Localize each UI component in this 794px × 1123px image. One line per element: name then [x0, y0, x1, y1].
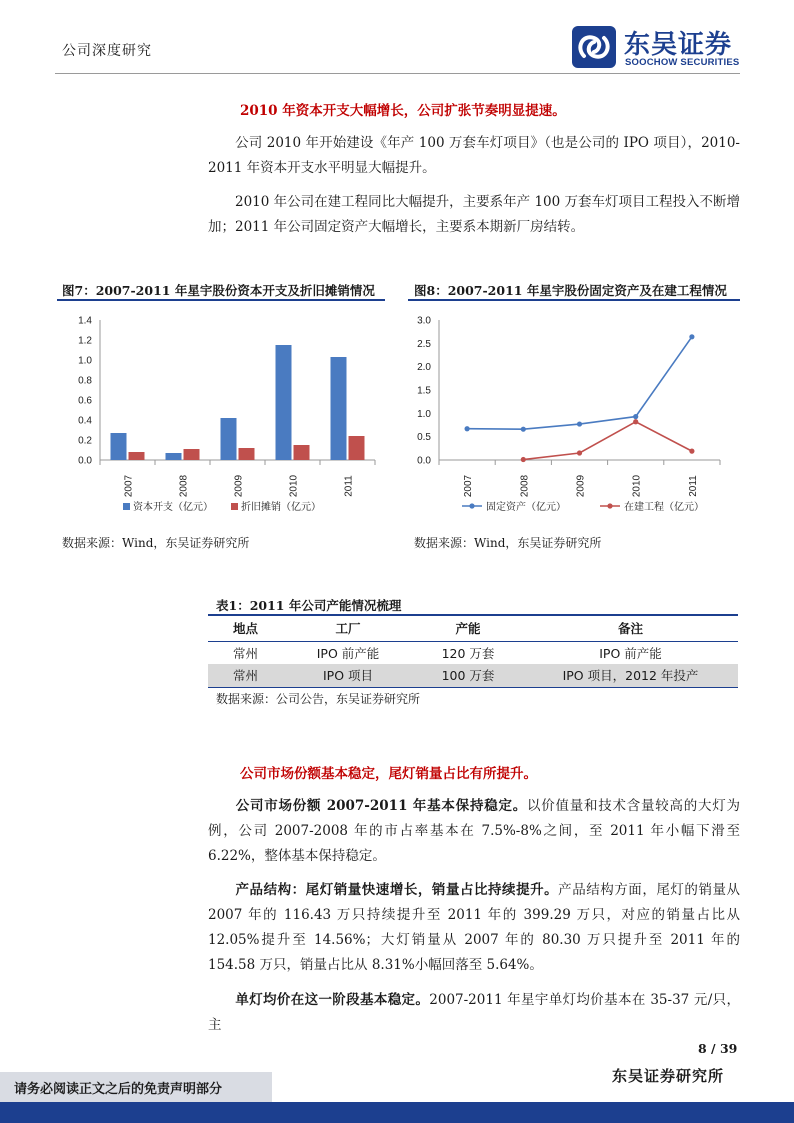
y-tick-label: 0.0 [417, 455, 431, 467]
header-divider [55, 73, 740, 74]
logo-text-cn: 东吴证券 [624, 30, 733, 60]
soochow-logo-icon [570, 24, 618, 70]
y-tick-label: 0.6 [78, 395, 92, 407]
y-tick-label: 1.0 [417, 408, 431, 420]
fixed-assets-point [521, 427, 526, 432]
construction-point [521, 457, 526, 462]
section2-p3-text: 2007-2011 年星宇单灯均价基本在 35-37 元/只，主 [208, 992, 740, 1033]
section2-p2-text: 产品结构方面，尾灯的销量从 2007 年的 116.43 万只持续提升至 2011 年的 399.29 万只，对应的销量占比从 12.05%提升至 14.56%；大灯销量从 2007 年的 80.30 万只提升至 2011 年的 154.58 万只，销量占比从 8.31%小幅回落至 5.64%。 [208, 882, 741, 973]
table-cell: IPO 前产能 [316, 645, 380, 661]
figure8-chart [407, 305, 741, 525]
y-tick-label: 1.0 [78, 355, 92, 367]
y-tick-label: 0.8 [78, 375, 92, 387]
table-cell: IPO 前产能 [599, 645, 662, 661]
section2-p2-lead: 产品结构：尾灯销量快速增长，销量占比持续提升。 [235, 882, 559, 898]
section2-p3-lead: 单灯均价在这一阶段基本稳定。 [235, 992, 430, 1008]
depreciation-bar [294, 445, 310, 460]
x-tick-label: 2008 [178, 474, 190, 498]
section2-p1-lead: 公司市场份额 2007-2011 年基本保持稳定。 [235, 798, 527, 814]
legend-swatch [123, 503, 130, 510]
fixed-assets-point [689, 334, 694, 339]
section2-paragraph-3 [208, 988, 740, 1038]
table-header-cell: 备注 [523, 615, 738, 641]
construction-point [689, 449, 694, 454]
legend-label: 在建工程（亿元） [624, 502, 704, 513]
x-tick-label: 2008 [519, 474, 531, 498]
table-row [208, 641, 738, 664]
capacity-table [208, 614, 738, 688]
header-section-label: 公司深度研究 [62, 43, 152, 59]
figure7-chart [57, 305, 387, 525]
fixed-assets-point [633, 414, 638, 419]
figure7-source: 数据来源：Wind，东吴证券研究所 [62, 536, 250, 550]
legend-label: 资本开支（亿元） [133, 502, 213, 513]
x-tick-label: 2007 [463, 474, 475, 498]
legend-swatch [231, 503, 238, 510]
legend-marker [469, 503, 474, 508]
table-cell: IPO 项目 [283, 664, 413, 687]
x-tick-label: 2009 [575, 474, 587, 498]
construction-point [577, 450, 582, 455]
figure8-source: 数据来源：Wind，东吴证券研究所 [414, 536, 602, 550]
x-tick-label: 2010 [288, 474, 300, 498]
y-tick-label: 2.5 [417, 338, 431, 350]
legend-label: 固定资产（亿元） [486, 502, 566, 513]
table-cell: 常州 [208, 664, 283, 687]
table-header-cell: 产能 [413, 615, 523, 641]
y-tick-label: 1.4 [78, 315, 92, 327]
page-number: 8 / 39 [698, 1041, 738, 1056]
x-tick-label: 2007 [123, 474, 135, 498]
table-cell: 100 万套 [413, 664, 523, 687]
section1-p2-text: 2010 年公司在建工程同比大幅提升，主要系年产 100 万套车灯项目工程投入不断增加；2011 年公司固定资产大幅增长，主要系本期新厂房结转。 [208, 194, 740, 235]
figure7-title: 图7：2007-2011 年星宇股份资本开支及折旧摊销情况 [62, 283, 375, 298]
y-tick-label: 2.0 [417, 362, 431, 374]
capex-bar [221, 418, 237, 460]
fixed-assets-point [465, 426, 470, 431]
fixed-assets-line [467, 337, 692, 429]
x-tick-label: 2011 [687, 475, 699, 497]
table-row [208, 664, 738, 687]
x-tick-label: 2011 [343, 475, 355, 497]
logo-text-en: SOOCHOW SECURITIES [625, 57, 740, 68]
capex-bar [111, 433, 127, 460]
capex-bar [331, 357, 347, 460]
section1-heading: 2010 年资本开支大幅增长，公司扩张节奏明显提速。 [240, 103, 566, 119]
footer-org-name: 东吴证券研究所 [612, 1067, 725, 1085]
y-tick-label: 1.5 [417, 385, 431, 397]
y-tick-label: 0.4 [78, 415, 92, 427]
x-tick-label: 2010 [631, 474, 643, 498]
capex-bar [276, 345, 292, 460]
y-tick-label: 0.0 [78, 455, 92, 467]
y-tick-label: 1.2 [78, 335, 92, 347]
table1-source: 数据来源：公司公告，东吴证券研究所 [216, 692, 421, 706]
figure8-title-rule [408, 299, 740, 301]
table-header-row [208, 615, 738, 641]
table1-title: 表1：2011 年公司产能情况梳理 [216, 598, 402, 613]
figure7-title-rule [57, 299, 385, 301]
y-tick-label: 0.2 [78, 435, 92, 447]
table-cell: IPO 项目，2012 年投产 [523, 664, 738, 687]
depreciation-bar [184, 449, 200, 460]
depreciation-bar [239, 448, 255, 460]
x-tick-label: 2009 [233, 474, 245, 498]
section2-paragraph-2 [208, 878, 740, 978]
y-tick-label: 0.5 [417, 432, 431, 444]
depreciation-bar [129, 452, 145, 460]
section1-paragraph-2 [208, 190, 740, 240]
section2-p1-text: 以价值量和技术含量较高的大灯为例，公司 2007-2008 年的市占率基本在 7.5%-8%之间，至 2011 年小幅下滑至 6.22%，整体基本保持稳定。 [208, 798, 740, 864]
section2-heading: 公司市场份额基本稳定，尾灯销量占比有所提升。 [240, 766, 537, 782]
legend-label: 折旧摊销（亿元） [241, 502, 321, 513]
capex-bar [166, 453, 182, 460]
table-cell: 常州 [232, 645, 258, 661]
section1-paragraph-1 [208, 131, 740, 181]
depreciation-bar [349, 436, 365, 460]
soochow-logo [570, 24, 740, 70]
footer-disclaimer: 请务必阅读正文之后的免责声明部分 [14, 1082, 223, 1097]
table-cell: 120 万套 [441, 645, 495, 661]
footer-bar [0, 1102, 794, 1123]
table-header-cell: 工厂 [283, 615, 413, 641]
y-tick-label: 3.0 [417, 315, 431, 327]
figure8-title: 图8：2007-2011 年星宇股份固定资产及在建工程情况 [414, 283, 727, 298]
section2-paragraph-1 [208, 794, 740, 869]
fixed-assets-point [577, 421, 582, 426]
legend-marker [607, 503, 612, 508]
construction-point [633, 419, 638, 424]
table-header-cell: 地点 [208, 615, 283, 641]
section1-p1-text: 公司 2010 年开始建设《年产 100 万套车灯项目》（也是公司的 IPO 项目），2010-2011 年资本开支水平明显大幅提升。 [208, 135, 740, 176]
